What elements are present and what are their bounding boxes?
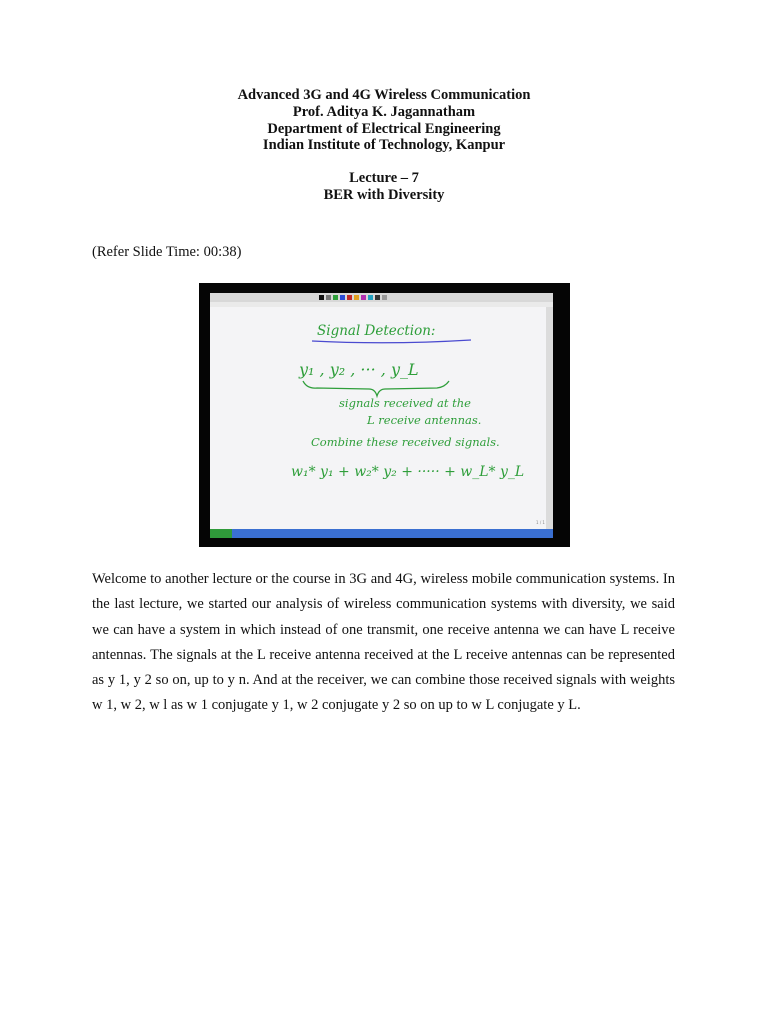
- lecture-title: BER with Diversity: [323, 186, 445, 203]
- document-header: [0, 87, 768, 204]
- slide-note-2: L receive antennas.: [367, 413, 482, 427]
- professor-name: Prof. Aditya K. Jagannatham: [292, 103, 476, 120]
- slide-signals: y₁ , y₂ , ··· , y_L: [299, 360, 419, 379]
- transcript-paragraph: Welcome to another lecture or the course in 3G and 4G, wireless mobile communication systems. In the last lecture, we started our analysis of wireless communication systems with diversity, we said we can have a system in which instead of one transmit, one receive antenna we can have L receive antennas. The signals at the L receive antenna received at the L receive antennas can be represented as y 1, y 2 so on, up to y n. And at the receiver, we can combine those received signals with weights w 1, w 2, w l as w 1 conjugate y 1, w 2 conjugate y 2 so on up to w L conjugate y L.: [92, 571, 675, 714]
- institute-name: Indian Institute of Technology, Kanpur: [262, 137, 506, 154]
- lecture-transcript: [92, 567, 675, 719]
- lecture-number: Lecture – 7: [349, 170, 419, 187]
- slide-taskbar: [210, 529, 553, 538]
- svg-text:1 / 1: 1 / 1: [536, 520, 545, 525]
- slide-note-1: signals received at the: [339, 396, 471, 410]
- slide-screenshot: [199, 283, 570, 547]
- slide-formula: w₁* y₁ + w₂* y₂ + ····· + w_L* y_L: [291, 464, 525, 480]
- slide-toolbar: [210, 293, 553, 302]
- slide-scrollbar: [546, 307, 553, 529]
- slide-combine: Combine these received signals.: [311, 435, 500, 449]
- department-name: Department of Electrical Engineering: [267, 120, 501, 137]
- refer-slide-time: (Refer Slide Time: 00:38): [92, 244, 242, 260]
- slide-heading: Signal Detection:: [317, 323, 436, 339]
- course-title: Advanced 3G and 4G Wireless Communication: [237, 87, 531, 103]
- slide-drawing: [199, 283, 570, 547]
